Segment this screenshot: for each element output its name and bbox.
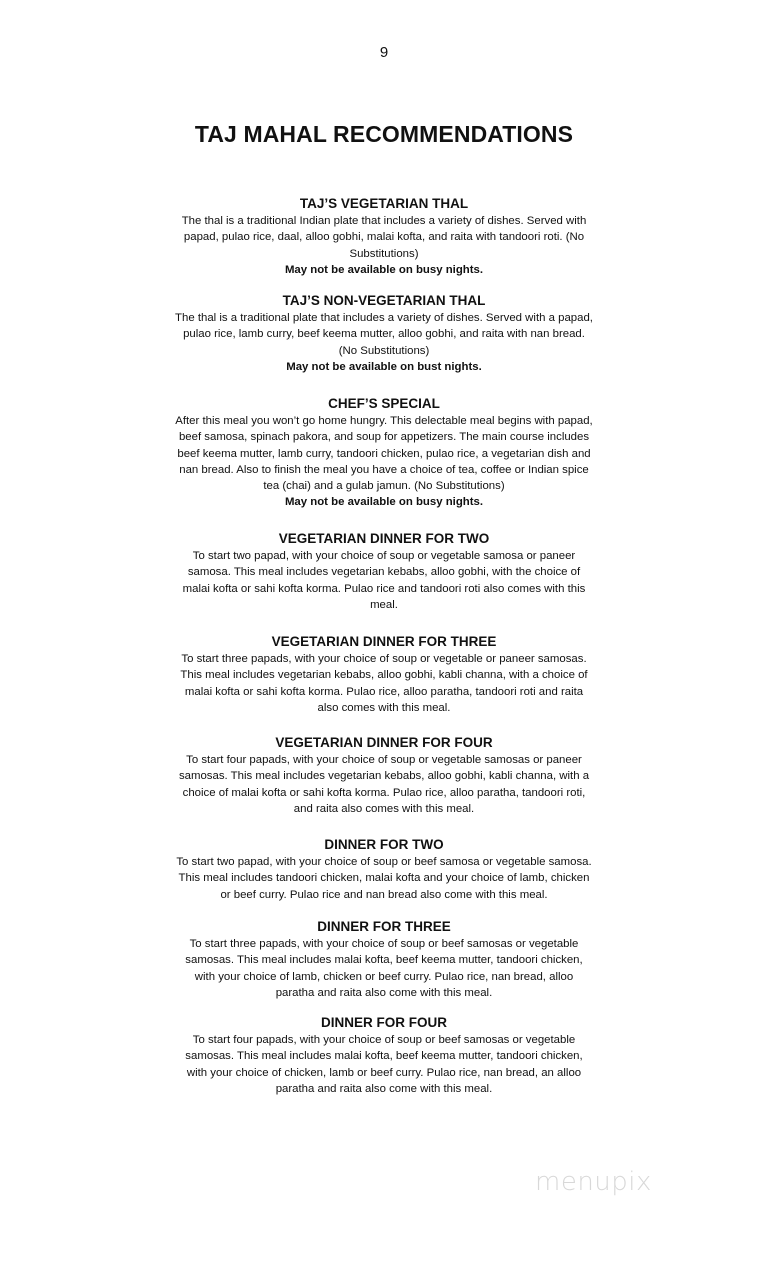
menu-item-description: To start two papad, with your choice of soup or vegetable samosa or paneer samosa. This meal includes vegetarian kebabs, alloo gobhi, with the choice of malai kofta or sahi kofta korma. Pulao rice and tandoori roti also comes with this meal. — [182, 550, 586, 611]
menu-item-note: May not be available on busy nights. — [284, 496, 484, 509]
menu-item-title: DINNER FOR TWO — [324, 837, 444, 852]
watermark-logo: menupix — [535, 1167, 652, 1197]
menu-item-description: To start four papads, with your choice of soup or beef samosas or vegetable samosas. This meal includes malai kofta, beef keema mutter, tandoori chicken, with your choice of chicken, lamb or beef curry. Pulao rice, nan bread, an alloo paratha and raita also come with this meal. — [185, 1034, 583, 1095]
menu-item-dinner-for-three — [174, 918, 594, 1001]
menu-item-vegetarian-dinner-for-two — [174, 530, 594, 613]
menu-item-title: VEGETARIAN DINNER FOR THREE — [271, 634, 497, 649]
menu-item-description: To start three papads, with your choice of soup or vegetable or paneer samosas. This meal includes vegetarian kebabs, alloo gobhi, kabli channa, with a choice of malai kofta or sahi kofta korma. Pulao rice, alloo paratha, tandoori roti and raita also comes with this meal. — [180, 653, 588, 714]
page-number: 9 — [379, 44, 389, 61]
menu-item-title: TAJ’S VEGETARIAN THAL — [299, 196, 469, 211]
menu-item-note: May not be available on bust nights. — [286, 360, 482, 373]
menu-item-vegetarian-thal — [174, 195, 594, 278]
menu-item-non-vegetarian-thal — [174, 292, 594, 375]
menu-item-description: The thal is a traditional plate that includes a variety of dishes. Served with a papad, pulao rice, lamb curry, beef keema mutter, alloo gobhi, and raita with nan bread. (No Substitutions) — [175, 312, 593, 357]
menu-item-description: To start three papads, with your choice of soup or beef samosas or vegetable samosas. This meal includes malai kofta, beef keema mutter, tandoori chicken, with your choice of lamb, chicken or beef curry. Pulao rice, nan bread, alloo paratha and raita also come with this meal. — [185, 938, 583, 999]
menu-item-description: To start four papads, with your choice of soup or vegetable samosas or paneer samosas. This meal includes vegetarian kebabs, alloo gobhi, kabli channa, with a choice of malai kofta or sahi kofta korma. Pulao rice, alloo paratha, tandoori roti, and raita also comes with this meal. — [178, 754, 590, 815]
menu-item-dinner-for-four — [174, 1014, 594, 1097]
menu-item-vegetarian-dinner-for-three — [174, 633, 594, 716]
menu-item-description: After this meal you won’t go home hungry. This delectable meal begins with papad, beef samosa, spinach pakora, and soup for appetizers. The main course includes beef keema mutter, lamb curry, tandoori chicken, pulao rice, a vegetarian dish and nan bread. Also to finish the meal you have a choice of tea, coffee or Indian spice tea (chai) and a gulab jamun. (No Substitutions) — [175, 415, 593, 493]
menu-item-dinner-for-two — [174, 836, 594, 903]
menu-item-description: To start two papad, with your choice of soup or beef samosa or vegetable samosa. This meal includes tandoori chicken, malai kofta and your choice of lamb, chicken or beef curry. Pulao rice and nan bread also come with this meal. — [176, 856, 592, 901]
menu-item-chefs-special — [174, 395, 594, 511]
menu-item-title: VEGETARIAN DINNER FOR FOUR — [275, 735, 493, 750]
menu-item-title: VEGETARIAN DINNER FOR TWO — [278, 531, 490, 546]
menu-item-description: The thal is a traditional Indian plate that includes a variety of dishes. Served with papad, pulao rice, daal, alloo gobhi, malai kofta, and raita with tandoori roti. (No Substitutions) — [181, 215, 587, 260]
menu-item-title: CHEF’S SPECIAL — [328, 396, 440, 411]
menu-item-vegetarian-dinner-for-four — [174, 734, 594, 817]
page-title: TAJ MAHAL RECOMMENDATIONS — [194, 121, 574, 147]
menu-item-title: TAJ’S NON-VEGETARIAN THAL — [282, 293, 486, 308]
menu-item-note: May not be available on busy nights. — [284, 263, 484, 276]
menu-item-title: DINNER FOR FOUR — [321, 1015, 447, 1030]
menu-item-title: DINNER FOR THREE — [317, 919, 451, 934]
